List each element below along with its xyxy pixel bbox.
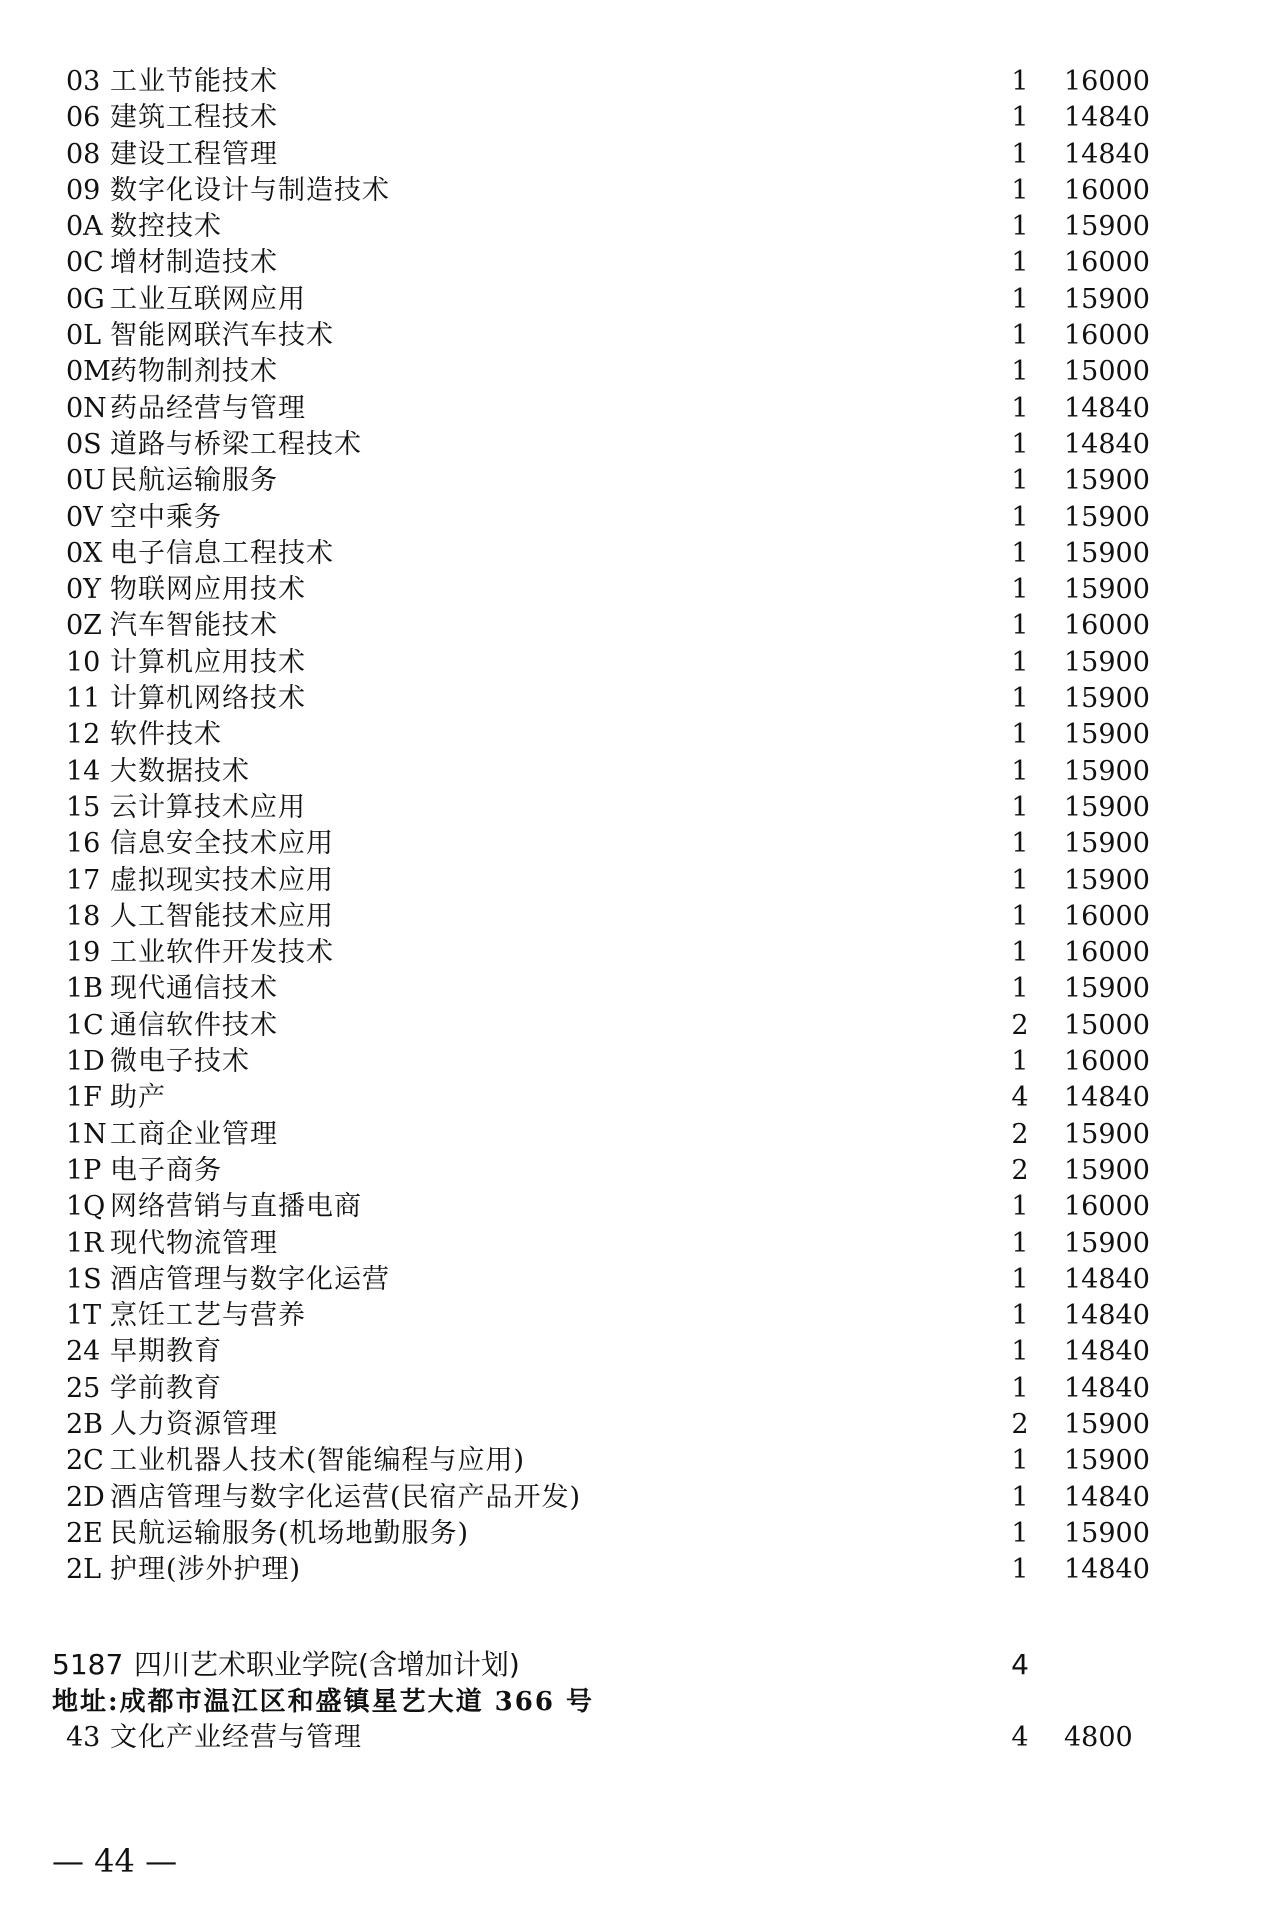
major-count: 1: [1011, 755, 1029, 787]
major-fee: 16000: [1064, 320, 1150, 352]
list-item: [0, 500, 1270, 536]
major-fee: 16000: [1064, 610, 1150, 642]
major-code: 1Q: [66, 1191, 106, 1223]
major-count: 1: [1011, 683, 1029, 715]
major-count: 1: [1011, 211, 1029, 243]
list-item: [0, 608, 1270, 644]
major-count: 1: [1011, 428, 1029, 460]
major-code: 0A: [66, 211, 103, 243]
major-fee: 15000: [1064, 356, 1150, 388]
major-code: 1N: [66, 1118, 107, 1150]
list-item: [0, 1516, 1270, 1552]
list-item: [0, 1189, 1270, 1225]
list-item: [0, 536, 1270, 572]
major-name: 工业互联网应用: [110, 283, 306, 315]
major-fee: 15900: [1064, 973, 1150, 1005]
major-fee: 15900: [1064, 864, 1150, 896]
list-item: [0, 209, 1270, 245]
list-item: [0, 971, 1270, 1007]
list-item: [0, 1044, 1270, 1080]
major-code: 19: [66, 937, 101, 969]
school-count: 4: [1011, 1648, 1029, 1681]
major-fee: 14840: [1064, 1082, 1150, 1114]
school-code: 5187: [52, 1648, 124, 1681]
major-name: 烹饪工艺与营养: [110, 1300, 306, 1332]
page-number: — 44 —: [52, 1842, 178, 1880]
major-fee: 15900: [1064, 1445, 1150, 1477]
major-fee: 15900: [1064, 1517, 1150, 1549]
list-item: [0, 863, 1270, 899]
major-fee: 14840: [1064, 1554, 1150, 1586]
major-name: 药物制剂技术: [110, 356, 278, 388]
list-item: [0, 1371, 1270, 1407]
major-code: 0Y: [66, 574, 102, 606]
major-count: 4: [1011, 1082, 1029, 1114]
list-item: [0, 1226, 1270, 1262]
major-fee: 14840: [1064, 102, 1150, 134]
address-label: 地址:: [52, 1687, 120, 1717]
major-name: 现代通信技术: [110, 973, 278, 1005]
major-name: 药品经营与管理: [110, 392, 306, 424]
major-code: 14: [66, 755, 101, 787]
major-name: 工业机器人技术(智能编程与应用): [110, 1445, 526, 1477]
major-name: 微电子技术: [110, 1046, 250, 1078]
list-item: [0, 1552, 1270, 1588]
major-name: 信息安全技术应用: [110, 828, 334, 860]
major-fee: 16000: [1064, 174, 1150, 206]
list-item: [0, 1008, 1270, 1044]
major-fee: 15900: [1064, 755, 1150, 787]
list-item: [0, 1443, 1270, 1479]
major-code: 2B: [66, 1408, 104, 1440]
major-list: [0, 64, 1270, 1588]
major-name: 工业软件开发技术: [110, 937, 334, 969]
major-name: 智能网联汽车技术: [110, 320, 334, 352]
major-fee: 14840: [1064, 1336, 1150, 1368]
major-name: 文化产业经营与管理: [110, 1722, 362, 1753]
list-item: [0, 245, 1270, 281]
major-fee: 15900: [1064, 1227, 1150, 1259]
major-count: 1: [1011, 1227, 1029, 1259]
major-code: 1D: [66, 1046, 105, 1078]
major-count: 2: [1011, 1118, 1029, 1150]
major-name: 人工智能技术应用: [110, 900, 334, 932]
major-count: 2: [1011, 1009, 1029, 1041]
major-code: 10: [66, 646, 101, 678]
list-item: [0, 318, 1270, 354]
major-name: 民航运输服务(机场地勤服务): [110, 1517, 470, 1549]
major-code: 09: [66, 174, 101, 206]
major-fee: 15900: [1064, 211, 1150, 243]
list-item: [0, 1153, 1270, 1189]
list-item: [0, 391, 1270, 427]
major-name: 云计算技术应用: [110, 791, 306, 823]
major-code: 2E: [66, 1517, 103, 1549]
major-count: 1: [1011, 1336, 1029, 1368]
list-item: [0, 64, 1270, 100]
school-address: [52, 1684, 594, 1720]
list-item: [0, 354, 1270, 390]
list-item: [0, 137, 1270, 173]
major-name: 护理(涉外护理): [110, 1554, 302, 1586]
major-code: 17: [66, 864, 101, 896]
major-fee: 16000: [1064, 1191, 1150, 1223]
major-fee: 15900: [1064, 283, 1150, 315]
major-code: 43: [66, 1722, 101, 1753]
major-code: 1P: [66, 1154, 102, 1186]
major-fee: 16000: [1064, 247, 1150, 279]
major-count: 1: [1011, 174, 1029, 206]
major-count: 1: [1011, 1046, 1029, 1078]
major-name: 工商企业管理: [110, 1118, 278, 1150]
major-name: 计算机网络技术: [110, 683, 306, 715]
major-name: 建设工程管理: [110, 138, 278, 170]
major-fee: 14840: [1064, 1481, 1150, 1513]
major-name: 通信软件技术: [110, 1009, 278, 1041]
major-code: 0G: [66, 283, 105, 315]
major-code: 2L: [66, 1554, 102, 1586]
list-item: [0, 754, 1270, 790]
major-name: 学前教育: [110, 1372, 222, 1404]
major-name: 助产: [110, 1082, 166, 1114]
major-code: 1F: [66, 1082, 102, 1114]
major-count: 1: [1011, 1517, 1029, 1549]
list-item: [0, 681, 1270, 717]
major-count: 1: [1011, 356, 1029, 388]
list-item: [0, 1080, 1270, 1116]
list-item: [0, 1407, 1270, 1443]
major-count: 1: [1011, 247, 1029, 279]
major-name: 建筑工程技术: [110, 102, 278, 134]
major-count: 1: [1011, 1300, 1029, 1332]
major-count: 1: [1011, 937, 1029, 969]
major-code: 18: [66, 900, 101, 932]
major-code: 25: [66, 1372, 101, 1404]
major-count: 1: [1011, 392, 1029, 424]
major-count: 1: [1011, 1191, 1029, 1223]
major-count: 1: [1011, 791, 1029, 823]
major-fee: 14840: [1064, 1300, 1150, 1332]
major-code: 11: [66, 683, 101, 715]
major-name: 软件技术: [110, 719, 222, 751]
major-count: 1: [1011, 900, 1029, 932]
major-name: 空中乘务: [110, 501, 222, 533]
major-name: 酒店管理与数字化运营: [110, 1263, 390, 1295]
list-item: [0, 1298, 1270, 1334]
list-item: [0, 1480, 1270, 1516]
major-code: 15: [66, 791, 101, 823]
school-name: 四川艺术职业学院(含增加计划): [134, 1648, 520, 1681]
list-item: [0, 935, 1270, 971]
major-count: 2: [1011, 1154, 1029, 1186]
major-code: 0Z: [66, 610, 102, 642]
major-code: 0L: [66, 320, 102, 352]
major-fee: 16000: [1064, 66, 1150, 97]
major-code: 0C: [66, 247, 104, 279]
major-count: 1: [1011, 973, 1029, 1005]
list-item: [0, 899, 1270, 935]
major-name: 道路与桥梁工程技术: [110, 428, 362, 460]
major-name: 增材制造技术: [110, 247, 278, 279]
major-code: 06: [66, 102, 101, 134]
major-name: 现代物流管理: [110, 1227, 278, 1259]
major-count: 1: [1011, 1372, 1029, 1404]
major-count: 1: [1011, 828, 1029, 860]
major-fee: 14840: [1064, 138, 1150, 170]
major-count: 1: [1011, 1554, 1029, 1586]
list-item: [0, 1720, 1270, 1756]
major-name: 民航运输服务: [110, 465, 278, 497]
major-count: 1: [1011, 283, 1029, 315]
major-fee: 16000: [1064, 1046, 1150, 1078]
major-name: 汽车智能技术: [110, 610, 278, 642]
major-code: 0V: [66, 501, 103, 533]
major-count: 1: [1011, 537, 1029, 569]
major-name: 网络营销与直播电商: [110, 1191, 362, 1223]
major-fee: 15900: [1064, 719, 1150, 751]
major-code: 0N: [66, 392, 107, 424]
major-code: 03: [66, 66, 101, 97]
major-name: 早期教育: [110, 1336, 222, 1368]
major-name: 数字化设计与制造技术: [110, 174, 390, 206]
major-code: 0X: [66, 537, 103, 569]
major-code: 1R: [66, 1227, 104, 1259]
school-major-list: [0, 1720, 1270, 1756]
list-item: [0, 572, 1270, 608]
major-code: 1S: [66, 1263, 102, 1295]
major-fee: 15900: [1064, 465, 1150, 497]
major-fee: 14840: [1064, 1263, 1150, 1295]
major-count: 1: [1011, 1481, 1029, 1513]
major-name: 大数据技术: [110, 755, 250, 787]
major-code: 0M: [66, 356, 111, 388]
major-name: 计算机应用技术: [110, 646, 306, 678]
major-count: 1: [1011, 465, 1029, 497]
major-code: 1T: [66, 1300, 102, 1332]
list-item: [0, 427, 1270, 463]
major-code: 1B: [66, 973, 104, 1005]
address-text: 成都市温江区和盛镇星艺大道 366 号: [119, 1687, 594, 1717]
major-fee: 4800: [1064, 1722, 1133, 1753]
major-name: 人力资源管理: [110, 1408, 278, 1440]
major-fee: 15900: [1064, 574, 1150, 606]
major-fee: 14840: [1064, 392, 1150, 424]
list-item: [0, 1262, 1270, 1298]
list-item: [0, 282, 1270, 318]
major-name: 电子信息工程技术: [110, 537, 334, 569]
major-count: 4: [1011, 1722, 1029, 1753]
major-name: 虚拟现实技术应用: [110, 864, 334, 896]
major-fee: 15900: [1064, 646, 1150, 678]
major-name: 物联网应用技术: [110, 574, 306, 606]
major-fee: 15900: [1064, 791, 1150, 823]
major-fee: 15900: [1064, 828, 1150, 860]
list-item: [0, 173, 1270, 209]
major-name: 电子商务: [110, 1154, 222, 1186]
major-code: 0U: [66, 465, 106, 497]
major-fee: 16000: [1064, 900, 1150, 932]
list-item: [0, 645, 1270, 681]
major-count: 1: [1011, 646, 1029, 678]
list-item: [0, 1117, 1270, 1153]
major-name: 酒店管理与数字化运营(民宿产品开发): [110, 1481, 582, 1513]
major-count: 1: [1011, 1263, 1029, 1295]
major-name: 工业节能技术: [110, 66, 278, 97]
major-count: 2: [1011, 1408, 1029, 1440]
major-count: 1: [1011, 138, 1029, 170]
school-header: [0, 1645, 1270, 1685]
major-count: 1: [1011, 1445, 1029, 1477]
major-count: 1: [1011, 719, 1029, 751]
major-fee: 14840: [1064, 428, 1150, 460]
list-item: [0, 463, 1270, 499]
major-code: 16: [66, 828, 101, 860]
major-fee: 14840: [1064, 1372, 1150, 1404]
major-count: 1: [1011, 574, 1029, 606]
major-fee: 15900: [1064, 1408, 1150, 1440]
major-count: 1: [1011, 610, 1029, 642]
list-item: [0, 790, 1270, 826]
list-item: [0, 826, 1270, 862]
major-code: 08: [66, 138, 101, 170]
major-fee: 15900: [1064, 1118, 1150, 1150]
major-code: 2C: [66, 1445, 104, 1477]
major-fee: 15900: [1064, 537, 1150, 569]
major-count: 1: [1011, 501, 1029, 533]
major-code: 0S: [66, 428, 102, 460]
major-name: 数控技术: [110, 211, 222, 243]
major-fee: 15900: [1064, 501, 1150, 533]
list-item: [0, 717, 1270, 753]
major-fee: 15000: [1064, 1009, 1150, 1041]
major-code: 1C: [66, 1009, 104, 1041]
list-item: [0, 1334, 1270, 1370]
major-count: 1: [1011, 864, 1029, 896]
major-fee: 16000: [1064, 937, 1150, 969]
major-code: 12: [66, 719, 101, 751]
list-item: [0, 100, 1270, 136]
major-count: 1: [1011, 102, 1029, 134]
major-fee: 15900: [1064, 1154, 1150, 1186]
major-count: 1: [1011, 320, 1029, 352]
major-fee: 15900: [1064, 683, 1150, 715]
major-code: 2D: [66, 1481, 105, 1513]
major-code: 24: [66, 1336, 101, 1368]
major-count: 1: [1011, 66, 1029, 97]
